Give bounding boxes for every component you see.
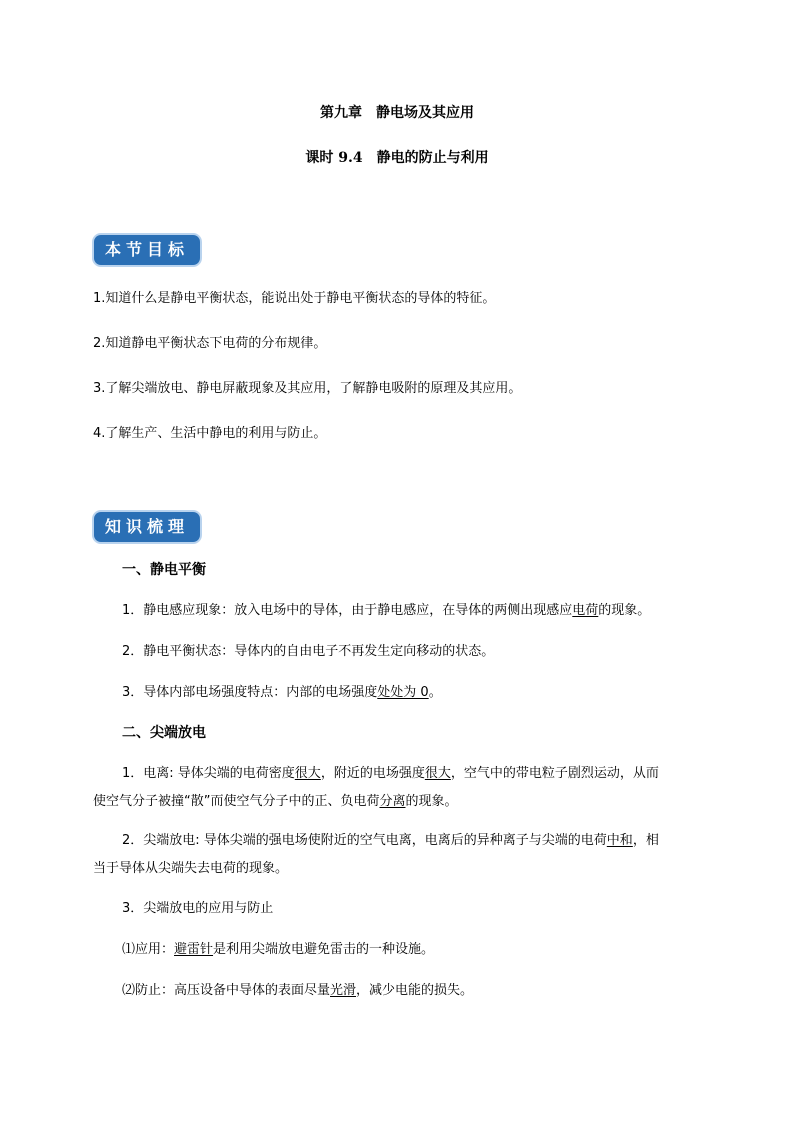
text: 使空气分子被撞“散”而使空气分子中的正、负电荷 — [93, 794, 380, 809]
chapter-title: 第九章 静电场及其应用 — [320, 105, 474, 121]
paragraph-application-prevention: 3．尖端放电的应用与防止 — [122, 901, 274, 916]
section-badge-objectives: 本节目标 — [94, 235, 200, 265]
underlined-term: 光滑 — [330, 983, 357, 998]
text: ，空气中的带电粒子剧烈运动，从而 — [450, 766, 659, 781]
objective-item: 1.知道什么是静电平衡状态，能说出处于静电平衡状态的导体的特征。 — [93, 291, 496, 306]
objective-item: 4.了解生产、生活中静电的利用与防止。 — [93, 426, 327, 441]
underlined-term: 分离 — [379, 794, 406, 809]
paragraph-equilibrium-state: 2．静电平衡状态：导体内的自由电子不再发生定向移动的状态。 — [122, 644, 495, 659]
heading-point-discharge: 二、尖端放电 — [122, 725, 206, 741]
objective-item: 2.知道静电平衡状态下电荷的分布规律。 — [93, 336, 327, 351]
underlined-term: 很大 — [294, 766, 321, 781]
underlined-term: 避雷针 — [174, 942, 214, 957]
objective-item: 3.了解尖端放电、静电屏蔽现象及其应用，了解静电吸附的原理及其应用。 — [93, 381, 522, 396]
text: 1．电离: 导体尖端的电荷密度 — [122, 766, 295, 781]
text: ，减少电能的损失。 — [356, 983, 474, 998]
section-badge-knowledge: 知识梳理 — [94, 512, 200, 542]
text: ⑴应用： — [122, 942, 175, 957]
text: ⑵防止：高压设备中导体的表面尽量 — [122, 983, 331, 998]
paragraph-application — [122, 940, 434, 960]
paragraph-internal-field — [122, 683, 442, 703]
text: 的现象。 — [405, 794, 458, 809]
underlined-term: 很大 — [424, 766, 451, 781]
underlined-term: 电荷 — [572, 603, 599, 618]
paragraph-point-discharge-line2: 当于导体从尖端失去电荷的现象。 — [93, 861, 289, 876]
text: 2．尖端放电: 导体尖端的强电场使附近的空气电离，电离后的异种离子与尖端的电荷 — [122, 833, 607, 848]
paragraph-ionization-line1 — [122, 764, 659, 784]
text: ，附近的电场强度 — [320, 766, 425, 781]
underlined-term: 处处为 0 — [377, 685, 429, 700]
paragraph-induction — [122, 601, 650, 621]
heading-electrostatic-equilibrium: 一、静电平衡 — [122, 562, 206, 578]
paragraph-ionization-line2 — [93, 792, 458, 812]
text: ，相 — [632, 833, 659, 848]
text: 1．静电感应现象：放入电场中的导体，由于静电感应，在导体的两侧出现感应 — [122, 603, 573, 618]
text: 的现象。 — [598, 603, 651, 618]
text: 是利用尖端放电避免雷击的一种设施。 — [213, 942, 435, 957]
underlined-term: 中和 — [606, 833, 633, 848]
text: 3．导体内部电场强度特点：内部的电场强度 — [122, 685, 378, 700]
paragraph-prevention — [122, 981, 473, 1001]
lesson-title: 课时 9.4 静电的防止与利用 — [305, 150, 489, 166]
paragraph-point-discharge-line1 — [122, 831, 659, 851]
text: 。 — [428, 685, 442, 700]
